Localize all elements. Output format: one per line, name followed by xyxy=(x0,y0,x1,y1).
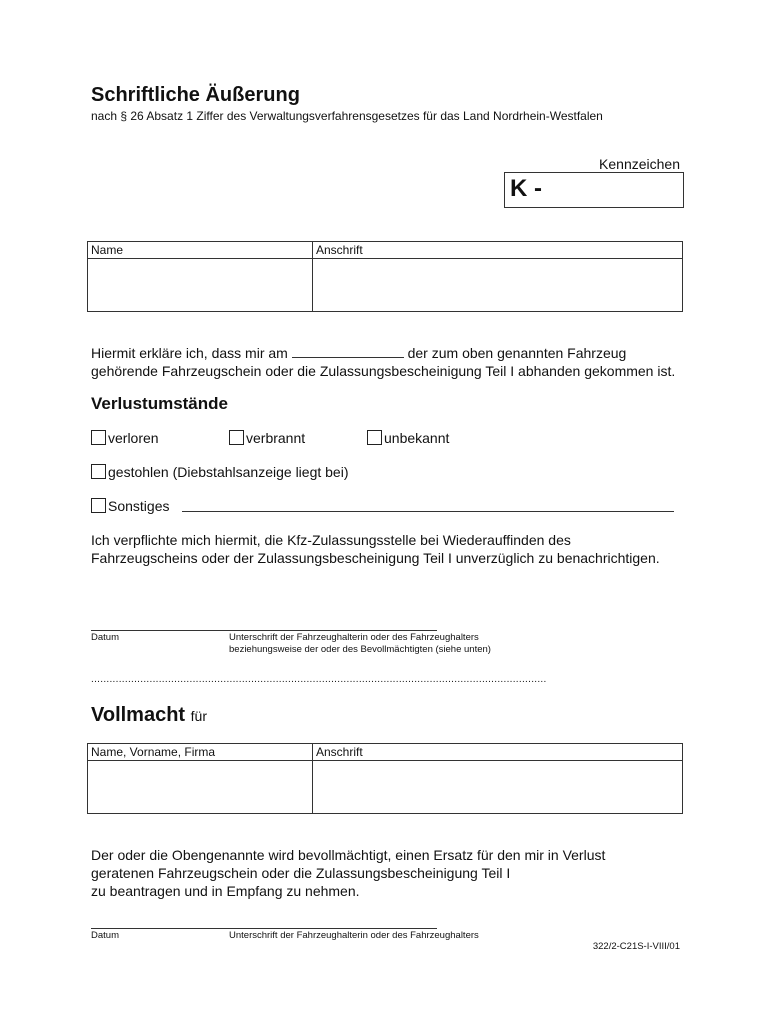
signature-label-2: Unterschrift der Fahrzeughalterin oder des Fahrzeughalters xyxy=(229,930,479,941)
option-unbekannt[interactable] xyxy=(367,430,449,446)
option-label: gestohlen (Diebstahlsanzeige liegt bei) xyxy=(108,464,349,480)
date-blank-field[interactable] xyxy=(292,345,404,358)
statement xyxy=(91,344,770,380)
option-label: verbrannt xyxy=(246,430,306,446)
signature-label-1 xyxy=(229,632,491,656)
vollmacht-title: Vollmacht xyxy=(91,704,186,726)
proxy-table xyxy=(87,743,683,814)
sonstiges-text-field[interactable] xyxy=(182,511,674,512)
vollmacht-fuer: für xyxy=(190,708,207,724)
vollmacht-line3: zu beantragen und in Empfang zu nehmen. xyxy=(91,883,360,899)
address-field[interactable] xyxy=(313,259,683,312)
dotted-separator: .................................................................................................................................................... xyxy=(91,674,547,685)
kennzeichen-label: Kennzeichen xyxy=(599,156,680,172)
vollmacht-text xyxy=(91,846,770,900)
kennzeichen-prefix: K - xyxy=(510,175,542,202)
commitment-text xyxy=(91,531,770,567)
name-field[interactable] xyxy=(88,259,313,312)
commitment-line1: Ich verpflichte mich hiermit, die Kfz-Zulassungsstelle bei Wiederauffinden des xyxy=(91,532,571,548)
holder-table xyxy=(87,241,683,312)
option-label: verloren xyxy=(108,430,159,446)
option-label: unbekannt xyxy=(384,430,450,446)
page-subtitle: nach § 26 Absatz 1 Ziffer des Verwaltungsverfahrensgesetzes für das Land Nordrhein-Westfalen xyxy=(91,109,603,123)
statement-part2: der zum oben genannten Fahrzeug xyxy=(407,345,627,361)
statement-part1: Hiermit erkläre ich, dass mir am xyxy=(91,345,288,361)
signature-line-1[interactable] xyxy=(91,630,437,631)
option-sonstiges[interactable] xyxy=(91,498,169,514)
proxy-address-header: Anschrift xyxy=(313,744,683,761)
vollmacht-heading xyxy=(91,704,207,727)
checkbox[interactable] xyxy=(367,430,382,445)
form-code: 322/2-C21S-I-VIII/01 xyxy=(592,941,680,952)
verlust-heading: Verlustumstände xyxy=(91,394,228,413)
signature-line-2[interactable] xyxy=(91,928,437,929)
commitment-line2: Fahrzeugscheins oder der Zulassungsbescheinigung Teil I unverzüglich zu benachrichtigen. xyxy=(91,550,660,566)
proxy-name-field[interactable] xyxy=(88,761,313,814)
date-label-1: Datum xyxy=(91,632,119,643)
signature-label-1b: beziehungsweise der oder des Bevollmächtigten (siehe unten) xyxy=(229,644,491,655)
date-label-2: Datum xyxy=(91,930,119,941)
option-verloren[interactable] xyxy=(91,430,159,446)
proxy-name-header: Name, Vorname, Firma xyxy=(88,744,313,761)
page-title: Schriftliche Äußerung xyxy=(91,84,300,106)
option-gestohlen[interactable] xyxy=(91,464,348,480)
vollmacht-line2: geratenen Fahrzeugschein oder die Zulassungsbescheinigung Teil I xyxy=(91,865,511,881)
option-verbrannt[interactable] xyxy=(229,430,305,446)
vollmacht-line1: Der oder die Obengenannte wird bevollmächtigt, einen Ersatz für den mir in Verlust xyxy=(91,847,606,863)
option-label: Sonstiges xyxy=(108,498,170,514)
proxy-address-field[interactable] xyxy=(313,761,683,814)
checkbox[interactable] xyxy=(91,464,106,479)
name-header: Name xyxy=(88,242,313,259)
signature-label-1a: Unterschrift der Fahrzeughalterin oder des Fahrzeughalters xyxy=(229,632,479,643)
checkbox[interactable] xyxy=(229,430,244,445)
address-header: Anschrift xyxy=(313,242,683,259)
checkbox[interactable] xyxy=(91,430,106,445)
statement-line2: gehörende Fahrzeugschein oder die Zulassungsbescheinigung Teil I abhanden gekommen ist. xyxy=(91,363,676,379)
checkbox[interactable] xyxy=(91,498,106,513)
